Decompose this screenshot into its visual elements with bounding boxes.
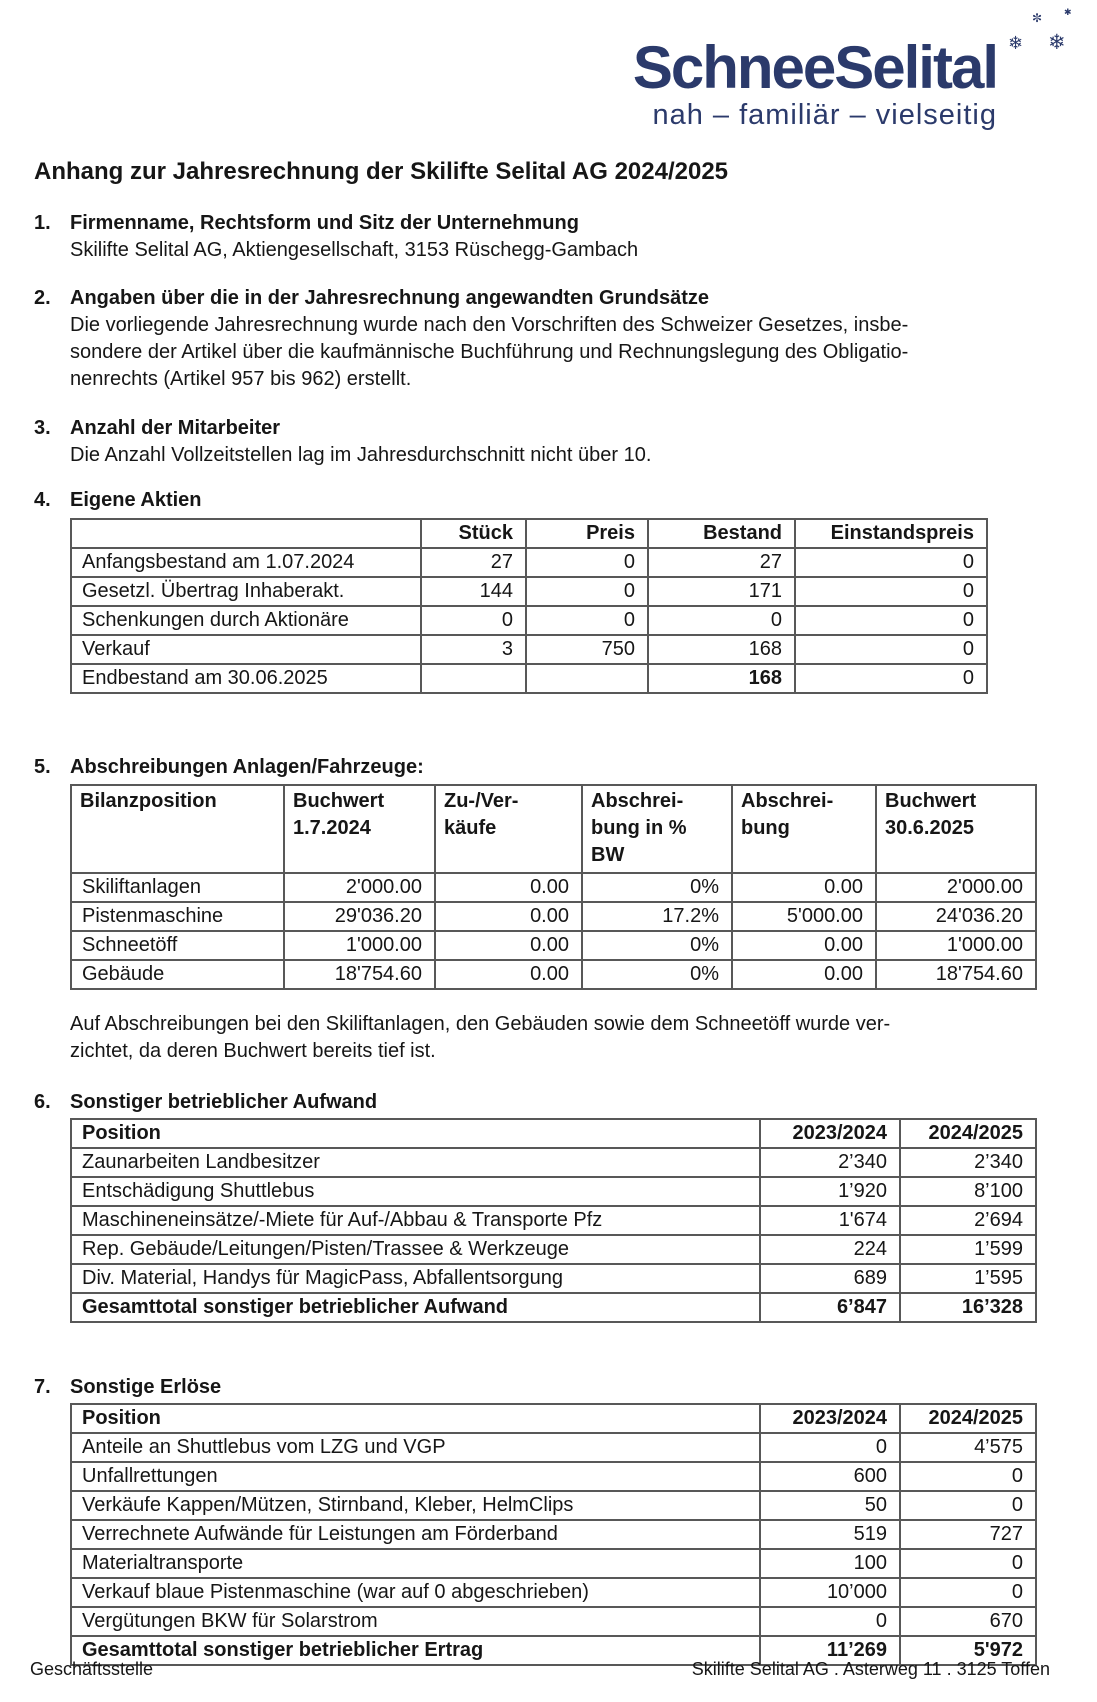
abschreibungen-table	[70, 784, 1037, 990]
footer-company-address: Skilifte Selital AG . Asterweg 11 . 3125 Toffen	[691, 1659, 1050, 1679]
table-cell: 100	[760, 1549, 900, 1578]
table-header-row	[71, 519, 987, 548]
table-row	[71, 1549, 1036, 1578]
table-cell: Entschädigung Shuttlebus	[71, 1177, 760, 1206]
table-row	[71, 873, 1036, 902]
table-cell: 171	[648, 577, 795, 606]
table-cell: Anfangsbestand am 1.07.2024	[71, 548, 421, 577]
snowflake-icon: ✼	[1032, 11, 1043, 25]
table-header-row	[71, 1404, 1036, 1433]
table-cell: 0.00	[732, 931, 876, 960]
table-cell: 24'036.20	[876, 902, 1036, 931]
section-heading: Sonstiger betrieblicher Aufwand	[70, 1091, 378, 1113]
table-row	[71, 1433, 1036, 1462]
section-heading: Abschreibungen Anlagen/Fahrzeuge:	[70, 756, 424, 778]
section-number: 5.	[34, 756, 51, 778]
eigene-aktien-table	[70, 518, 988, 694]
section-heading: Firmenname, Rechtsform und Sitz der Unternehmung	[70, 212, 579, 234]
table-cell: 1’599	[900, 1235, 1036, 1264]
page-title: Anhang zur Jahresrechnung der Skilifte Selital AG 2024/2025	[34, 158, 729, 185]
body-line: Skilifte Selital AG, Aktiengesellschaft, 3153 Rüschegg-Gambach	[70, 239, 639, 261]
table-cell: 144	[421, 577, 526, 606]
snowflake-icon: ✱	[1064, 7, 1072, 17]
table-cell: 0.00	[435, 902, 582, 931]
table-cell: 168	[648, 635, 795, 664]
table-cell: 600	[760, 1462, 900, 1491]
section-heading: Angaben über die in der Jahresrechnung angewandten Grundsätze	[70, 287, 710, 309]
snowflake-icon: ❄	[1008, 33, 1024, 53]
section-aufwand	[34, 1089, 1097, 1323]
table-cell: 0.00	[435, 873, 582, 902]
table-row	[71, 1177, 1036, 1206]
table-cell: 11’269	[760, 1636, 900, 1665]
section-number: 6.	[34, 1091, 51, 1113]
aufwand-table	[70, 1118, 1037, 1323]
table-cell: 1'000.00	[876, 931, 1036, 960]
table-cell: 5'000.00	[732, 902, 876, 931]
table-cell: 0	[795, 577, 987, 606]
table-row	[71, 960, 1036, 989]
header-cell: 2024/2025	[900, 1119, 1036, 1148]
header-cell: Buchwert 30.6.2025	[876, 785, 1036, 873]
table-row	[71, 1206, 1036, 1235]
table-cell: 1'000.00	[284, 931, 435, 960]
section-number: 2.	[34, 287, 51, 309]
table-cell: 2'000.00	[876, 873, 1036, 902]
section-firmenname	[34, 210, 1097, 264]
table-cell: 2’694	[900, 1206, 1036, 1235]
table-row	[71, 664, 987, 693]
table-row	[71, 902, 1036, 931]
table-cell: 0.00	[732, 960, 876, 989]
table-cell: Gesamttotal sonstiger betrieblicher Aufwand	[71, 1293, 760, 1322]
footer-office-label: Geschäftsstelle	[30, 1659, 154, 1679]
table-cell: 17.2%	[582, 902, 732, 931]
header-cell: Bilanzposition	[71, 785, 284, 873]
table-row	[71, 548, 987, 577]
table-cell: Unfallrettungen	[71, 1462, 760, 1491]
table-cell: 750	[526, 635, 648, 664]
abschreibungen-note	[70, 1011, 1097, 1065]
table-cell: 0	[526, 548, 648, 577]
section-number: 3.	[34, 417, 51, 439]
header-cell: Abschrei- bung in % BW	[582, 785, 732, 873]
table-cell: 16’328	[900, 1293, 1036, 1322]
table-cell: 0	[760, 1433, 900, 1462]
body-line: Die vorliegende Jahresrechnung wurde nach den Vorschriften des Schweizer Gesetzes, insbe-	[70, 314, 909, 336]
table-cell: Verkauf blaue Pistenmaschine (war auf 0 abgeschrieben)	[71, 1578, 760, 1607]
header-cell: 2023/2024	[760, 1404, 900, 1433]
table-row	[71, 1607, 1036, 1636]
section-mitarbeiter	[34, 415, 1097, 469]
table-cell: 727	[900, 1520, 1036, 1549]
section-eigene-aktien	[34, 487, 1097, 694]
table-cell: 689	[760, 1264, 900, 1293]
table-cell: Zaunarbeiten Landbesitzer	[71, 1148, 760, 1177]
table-header-row	[71, 1119, 1036, 1148]
table-cell: 4’575	[900, 1433, 1036, 1462]
header-cell: Position	[71, 1404, 760, 1433]
table-cell: Gebäude	[71, 960, 284, 989]
table-cell: 0%	[582, 931, 732, 960]
table-cell: 2'000.00	[284, 873, 435, 902]
table-cell: 0.00	[435, 931, 582, 960]
table-cell: Verkäufe Kappen/Mützen, Stirnband, Kleber, HelmClips	[71, 1491, 760, 1520]
section-number: 1.	[34, 212, 51, 234]
table-cell: 1’595	[900, 1264, 1036, 1293]
table-cell: 0	[526, 577, 648, 606]
table-cell: 0	[795, 548, 987, 577]
table-cell: Gesetzl. Übertrag Inhaberakt.	[71, 577, 421, 606]
table-cell: 168	[648, 664, 795, 693]
table-cell: Pistenmaschine	[71, 902, 284, 931]
body-line: sondere der Artikel über die kaufmännische Buchführung und Rechnungslegung des Obligatio-	[70, 341, 909, 363]
table-cell: Skiliftanlagen	[71, 873, 284, 902]
table-cell: 3	[421, 635, 526, 664]
table-cell: 0	[526, 606, 648, 635]
table-row	[71, 635, 987, 664]
header-cell: Abschrei- bung	[732, 785, 876, 873]
table-cell: 50	[760, 1491, 900, 1520]
body-line: nenrechts (Artikel 957 bis 962) erstellt.	[70, 368, 412, 390]
table-row	[71, 1491, 1036, 1520]
table-cell: 0	[900, 1462, 1036, 1491]
body-line: zichtet, da deren Buchwert bereits tief ist.	[70, 1040, 436, 1062]
header-cell: Einstandspreis	[795, 519, 987, 548]
table-cell: Anteile an Shuttlebus vom LZG und VGP	[71, 1433, 760, 1462]
table-row	[71, 1578, 1036, 1607]
table-row	[71, 606, 987, 635]
table-cell: 2’340	[760, 1148, 900, 1177]
table-cell: 0.00	[732, 873, 876, 902]
table-cell: 29'036.20	[284, 902, 435, 931]
table-cell: 0	[900, 1578, 1036, 1607]
header-cell: Zu-/Ver- käufe	[435, 785, 582, 873]
erloese-table	[70, 1403, 1037, 1666]
table-cell	[421, 664, 526, 693]
table-cell: Gesamttotal sonstiger betrieblicher Ertrag	[71, 1636, 760, 1665]
table-cell: 0%	[582, 873, 732, 902]
table-row	[71, 931, 1036, 960]
table-cell: 8’100	[900, 1177, 1036, 1206]
table-cell: 27	[648, 548, 795, 577]
table-cell: 5'972	[900, 1636, 1036, 1665]
table-cell: Endbestand am 30.06.2025	[71, 664, 421, 693]
section-grundsaetze	[34, 285, 1097, 393]
table-cell: 0	[795, 635, 987, 664]
section-heading: Sonstige Erlöse	[70, 1376, 222, 1398]
table-cell: 670	[900, 1607, 1036, 1636]
table-cell: 0	[795, 664, 987, 693]
table-header-row	[71, 785, 1036, 873]
table-row	[71, 1462, 1036, 1491]
table-cell: Verrechnete Aufwände für Leistungen am Förderband	[71, 1520, 760, 1549]
body-line: Auf Abschreibungen bei den Skiliftanlagen, den Gebäuden sowie dem Schneetöff wurde ver-	[70, 1013, 891, 1035]
header-cell: Position	[71, 1119, 760, 1148]
table-row	[71, 577, 987, 606]
table-cell: 1’920	[760, 1177, 900, 1206]
table-cell: Div. Material, Handys für MagicPass, Abfallentsorgung	[71, 1264, 760, 1293]
table-cell: 519	[760, 1520, 900, 1549]
table-cell: Materialtransporte	[71, 1549, 760, 1578]
section-number: 7.	[34, 1376, 51, 1398]
table-row	[71, 1520, 1036, 1549]
table-cell: 0	[648, 606, 795, 635]
table-cell: 0%	[582, 960, 732, 989]
table-cell: Schneetöff	[71, 931, 284, 960]
table-cell: Verkauf	[71, 635, 421, 664]
body-line: Die Anzahl Vollzeitstellen lag im Jahresdurchschnitt nicht über 10.	[70, 444, 652, 466]
header-cell: Preis	[526, 519, 648, 548]
table-cell: 6’847	[760, 1293, 900, 1322]
logo-tagline: nah – familiär – vielseitig	[652, 99, 997, 131]
section-abschreibungen	[34, 754, 1097, 1065]
table-cell: 0	[900, 1491, 1036, 1520]
table-row	[71, 1264, 1036, 1293]
table-row	[71, 1235, 1036, 1264]
table-cell	[526, 664, 648, 693]
header-cell: Buchwert 1.7.2024	[284, 785, 435, 873]
section-erloese	[34, 1374, 1097, 1666]
header-cell: 2023/2024	[760, 1119, 900, 1148]
table-cell: Schenkungen durch Aktionäre	[71, 606, 421, 635]
table-cell: 10’000	[760, 1578, 900, 1607]
table-cell: 0	[900, 1549, 1036, 1578]
section-heading: Anzahl der Mitarbeiter	[70, 417, 281, 439]
table-total-row	[71, 1293, 1036, 1322]
table-cell: 0.00	[435, 960, 582, 989]
header-cell: 2024/2025	[900, 1404, 1036, 1433]
snowflake-icon: ❄	[1048, 31, 1066, 54]
table-cell: Maschineneinsätze/-Miete für Auf-/Abbau & Transporte Pfz	[71, 1206, 760, 1235]
table-cell: Rep. Gebäude/Leitungen/Pisten/Trassee & Werkzeuge	[71, 1235, 760, 1264]
header-cell	[71, 519, 421, 548]
section-heading: Eigene Aktien	[70, 489, 202, 511]
table-cell: 0	[421, 606, 526, 635]
table-row	[71, 1148, 1036, 1177]
header-cell: Bestand	[648, 519, 795, 548]
header-cell: Stück	[421, 519, 526, 548]
table-cell: 0	[760, 1607, 900, 1636]
section-number: 4.	[34, 489, 51, 511]
table-cell: 18'754.60	[284, 960, 435, 989]
table-cell: 27	[421, 548, 526, 577]
table-cell: 2’340	[900, 1148, 1036, 1177]
table-cell: Vergütungen BKW für Solarstrom	[71, 1607, 760, 1636]
table-cell: 1'674	[760, 1206, 900, 1235]
table-cell: 224	[760, 1235, 900, 1264]
company-logo	[633, 36, 997, 132]
table-cell: 0	[795, 606, 987, 635]
table-cell: 18'754.60	[876, 960, 1036, 989]
logo-brand-text: SchneeSelital	[632, 34, 997, 101]
